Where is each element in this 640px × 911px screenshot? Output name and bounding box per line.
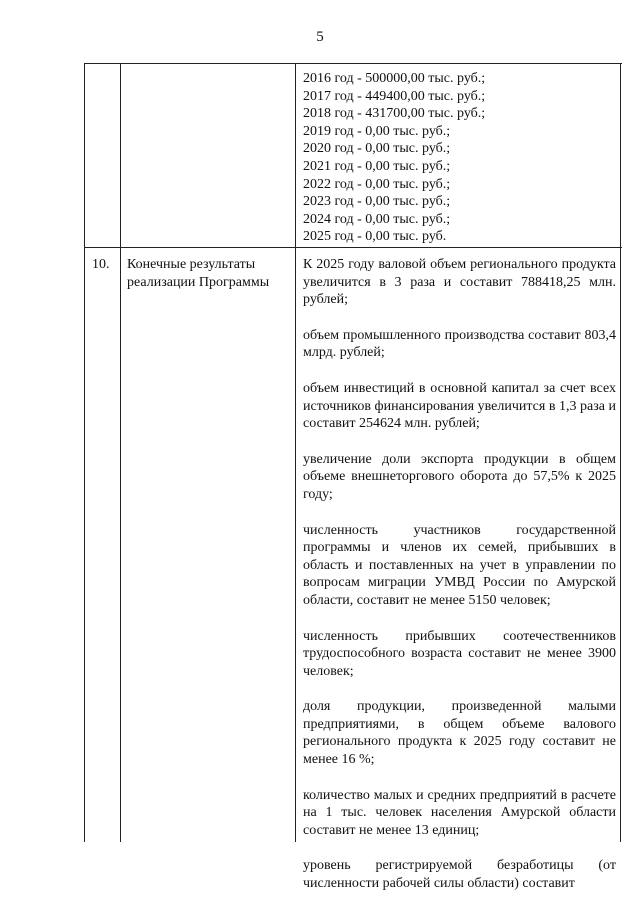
funding-year-line: 2024 год - 0,00 тыс. руб.; bbox=[303, 211, 451, 227]
table-right-border bbox=[620, 63, 621, 842]
row-title: Конечные результаты реализации Программы bbox=[127, 257, 270, 290]
result-item: численность участников государственной программы и членов их семей, прибывших в область и поставленных на учет в управлении по вопросам миграции УМВД России по Амурской области, составит не менее 5150 человек; bbox=[303, 522, 616, 608]
column-divider bbox=[295, 63, 296, 842]
funding-year-line: 2018 год - 431700,00 тыс. руб.; bbox=[303, 106, 486, 122]
funding-year-line: 2019 год - 0,00 тыс. руб.; bbox=[303, 123, 451, 139]
funding-year-line: 2025 год - 0,00 тыс. руб. bbox=[303, 229, 447, 245]
funding-year-line: 2022 год - 0,00 тыс. руб.; bbox=[303, 176, 451, 192]
row-number: 10. bbox=[92, 257, 110, 272]
result-item: объем инвестиций в основной капитал за счет всех источников финансирования увеличится в 1,3 раза и составит 254624 млн. рублей; bbox=[303, 380, 616, 432]
program-table bbox=[84, 63, 622, 892]
funding-year-line: 2016 год - 500000,00 тыс. руб.; bbox=[303, 71, 486, 86]
result-item: доля продукции, произведенной малыми предприятиями, в общем объеме валового регионального продукта к 2025 году составит не менее 16 %; bbox=[303, 699, 616, 768]
result-item: увеличение доли экспорта продукции в общем объеме внешнеторгового оборота до 57,5% к 2025 году; bbox=[303, 451, 616, 502]
result-item: численность прибывших соотечественников трудоспособного возраста составит не менее 3900 человек; bbox=[303, 628, 616, 679]
funding-year-line: 2017 год - 449400,00 тыс. руб.; bbox=[303, 88, 486, 104]
row-divider bbox=[84, 247, 622, 248]
results-list bbox=[303, 256, 616, 911]
table-top-border bbox=[84, 63, 622, 64]
page-number: 5 bbox=[316, 29, 324, 45]
result-item: уровень регистрируемой безработицы (от численности рабочей силы области) составит bbox=[303, 858, 616, 892]
funding-year-line: 2021 год - 0,00 тыс. руб.; bbox=[303, 158, 451, 174]
table-left-border bbox=[84, 63, 85, 842]
result-item: объем промышленного производства составит 803,4 млрд. рублей; bbox=[303, 327, 616, 361]
result-item: количество малых и средних предприятий в расчете на 1 тыс. человек населения Амурской области составит не менее 13 единиц; bbox=[303, 787, 616, 838]
column-divider bbox=[120, 63, 121, 842]
funding-year-line: 2020 год - 0,00 тыс. руб.; bbox=[303, 141, 451, 157]
result-item: К 2025 году валовой объем регионального продукта увеличится в 3 раза и составит 788418,25 млн. рублей; bbox=[303, 257, 616, 308]
funding-year-line: 2023 год - 0,00 тыс. руб.; bbox=[303, 194, 451, 210]
funding-by-year-list bbox=[303, 70, 485, 246]
